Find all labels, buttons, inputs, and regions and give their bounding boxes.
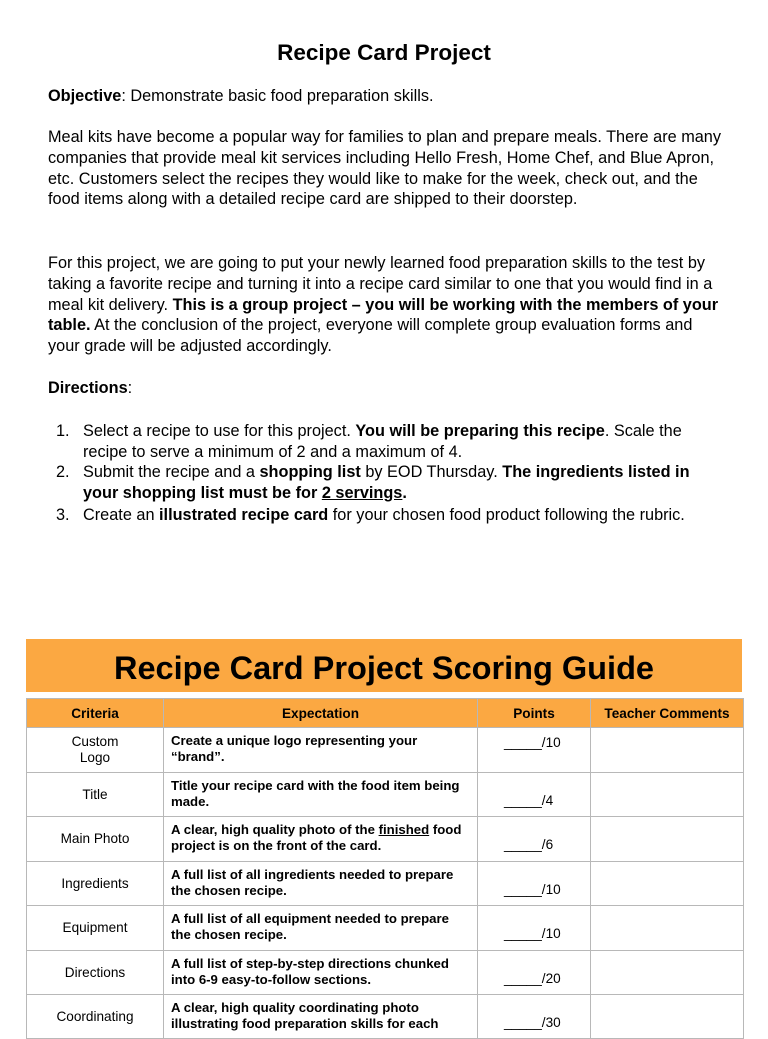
- expectation-cell: A clear, high quality coordinating photo illustrating food preparation skills for each: [164, 995, 478, 1039]
- points-cell: [478, 862, 591, 906]
- expectation-cell: [164, 817, 478, 862]
- scoring-table: [26, 698, 744, 1039]
- directions-heading: [48, 378, 728, 399]
- group-project-note: This is a group project – you will be working with the members of your table.: [48, 295, 719, 335]
- points-blank: _____/10: [504, 882, 561, 897]
- direction-emphasis: .: [402, 483, 407, 502]
- direction-text: [83, 505, 728, 526]
- table-row: [27, 728, 744, 773]
- scoring-header-row: [27, 699, 744, 728]
- direction-text: [83, 421, 728, 463]
- table-row: [27, 906, 744, 951]
- criteria-cell: Title: [27, 773, 164, 817]
- table-row: [27, 862, 744, 906]
- expectation-cell: A full list of all equipment needed to prepare the chosen recipe.: [164, 906, 478, 951]
- expectation-underlined: finished: [378, 822, 430, 837]
- expectation-cell: A full list of step-by-step directions chunked into 6-9 easy-to-follow sections.: [164, 951, 478, 995]
- direction-text: [83, 462, 728, 504]
- expectation-text: food project is on the front of the card.: [171, 822, 462, 853]
- direction-text-part: for your chosen food product following the rubric.: [328, 506, 685, 524]
- objective-label: Objective: [48, 87, 122, 105]
- points-cell: [478, 773, 591, 817]
- direction-number: 2.: [56, 463, 70, 481]
- teacher-comment-cell[interactable]: [591, 906, 744, 951]
- direction-text-part: Select a recipe to use for this project.: [83, 422, 356, 440]
- direction-emphasis: shopping list: [259, 463, 361, 481]
- intro-paragraph: Meal kits have become a popular way for families to plan and prepare meals. There are many companies that provide meal kit services including Hello Fresh, Home Chef, and Blue Apron, etc. Customers select the recipes they would like to make for the week, check out, and the food items along with a detailed recipe card are shipped to their doorstep.: [48, 128, 722, 209]
- direction-text-part: Create an: [83, 506, 160, 524]
- table-row: [27, 817, 744, 862]
- teacher-comment-cell[interactable]: [591, 728, 744, 773]
- points-cell: [478, 728, 591, 773]
- project-paragraph-text-2: At the conclusion of the project, everyone will complete group evaluation forms and your grade will be adjusted accordingly.: [48, 316, 693, 356]
- direction-text-part: by EOD Thursday.: [360, 463, 503, 481]
- direction-emphasis: You will be preparing this recipe: [355, 422, 605, 440]
- objective-line: [48, 86, 728, 107]
- teacher-comment-cell[interactable]: [591, 773, 744, 817]
- directions-colon: :: [127, 379, 133, 397]
- direction-text-part: Submit the recipe and a: [83, 463, 260, 481]
- directions-label: Directions: [48, 379, 128, 397]
- document-title: Recipe Card Project: [277, 40, 491, 65]
- header-criteria: Criteria: [27, 699, 164, 728]
- criteria-cell: Directions: [27, 951, 164, 995]
- points-blank: _____/30: [504, 1015, 561, 1030]
- criteria-cell: Ingredients: [27, 862, 164, 906]
- project-paragraph: [48, 253, 728, 357]
- table-row: [27, 951, 744, 995]
- criteria-cell: Custom Logo: [27, 728, 164, 773]
- expectation-cell: Title your recipe card with the food item being made.: [164, 773, 478, 817]
- direction-emphasis: The ingredients listed in your shopping list must be for: [83, 463, 690, 502]
- teacher-comment-cell[interactable]: [591, 951, 744, 995]
- direction-number: 3.: [56, 506, 70, 524]
- criteria-cell: Coordinating: [27, 995, 164, 1039]
- points-blank: _____/6: [504, 837, 554, 852]
- header-points: Points: [478, 699, 591, 728]
- points-blank: _____/20: [504, 971, 561, 986]
- points-cell: [478, 995, 591, 1039]
- expectation-cell: Create a unique logo representing your “brand”.: [164, 728, 478, 773]
- expectation-text: A clear, high quality photo of the: [171, 822, 379, 837]
- objective-text: : Demonstrate basic food preparation skills.: [121, 87, 434, 105]
- project-paragraph-text-1: For this project, we are going to put your newly learned food preparation skills to the test by taking a favorite recipe and turning it into a recipe card similar to one that you would find in a meal kit delivery.: [48, 254, 713, 314]
- table-row: [27, 773, 744, 817]
- criteria-cell: Main Photo: [27, 817, 164, 862]
- teacher-comment-cell[interactable]: [591, 995, 744, 1039]
- scoring-guide-banner: Recipe Card Project Scoring Guide: [26, 639, 742, 692]
- direction-text-part: . Scale the recipe to serve a minimum of 2 and a maximum of 4.: [83, 422, 682, 461]
- points-blank: _____/10: [504, 926, 561, 941]
- points-blank: _____/10: [504, 735, 561, 750]
- servings-emphasis: 2 servings: [321, 483, 403, 502]
- table-row: [27, 995, 744, 1039]
- expectation-cell: A full list of all ingredients needed to prepare the chosen recipe.: [164, 862, 478, 906]
- direction-emphasis: illustrated recipe card: [159, 506, 329, 524]
- points-cell: [478, 817, 591, 862]
- points-cell: [478, 951, 591, 995]
- points-cell: [478, 906, 591, 951]
- teacher-comment-cell[interactable]: [591, 817, 744, 862]
- header-teacher-comments: Teacher Comments: [591, 699, 744, 728]
- direction-number: 1.: [56, 422, 70, 440]
- header-expectation: Expectation: [164, 699, 478, 728]
- teacher-comment-cell[interactable]: [591, 862, 744, 906]
- criteria-cell: Equipment: [27, 906, 164, 951]
- points-blank: _____/4: [504, 793, 554, 808]
